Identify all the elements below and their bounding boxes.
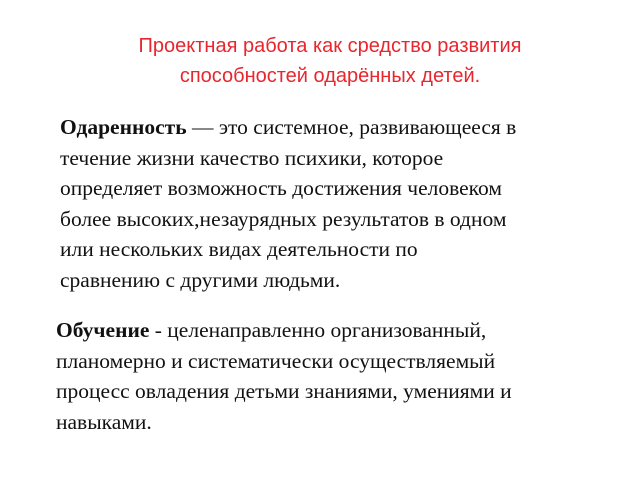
giftedness-line-1	[60, 112, 600, 143]
giftedness-term: Одаренность	[60, 115, 187, 139]
giftedness-line-5: или нескольких видах деятельности по	[60, 237, 418, 261]
giftedness-line-3: определяет возможность достижения человеком	[60, 176, 502, 200]
giftedness-line-1-rest: — это системное, развивающееся в	[186, 115, 517, 139]
learning-line-3: процесс овладения детьми знаниями, умениями и	[56, 379, 512, 403]
slide-title-line-2: способностей одарённых детей.	[179, 65, 481, 87]
learning-line-1-rest: - целенаправленно организованный,	[149, 318, 487, 342]
giftedness-line-2: течение жизни качество психики, которое	[60, 145, 444, 170]
slide-title-line-1: Проектная работа как средство развития	[138, 35, 522, 57]
learning-definition	[56, 315, 616, 437]
giftedness-line-6: сравнению с другими людьми.	[60, 267, 341, 292]
giftedness-definition	[60, 112, 600, 295]
slide-title	[80, 31, 580, 91]
giftedness-line-4: более высоких,незаурядных результатов в одном	[60, 206, 507, 231]
learning-line-4: навыками.	[56, 409, 152, 434]
learning-term: Обучение	[56, 318, 150, 342]
learning-line-2: планомерно и систематически осуществляемый	[56, 348, 496, 373]
learning-line-1	[56, 315, 616, 346]
